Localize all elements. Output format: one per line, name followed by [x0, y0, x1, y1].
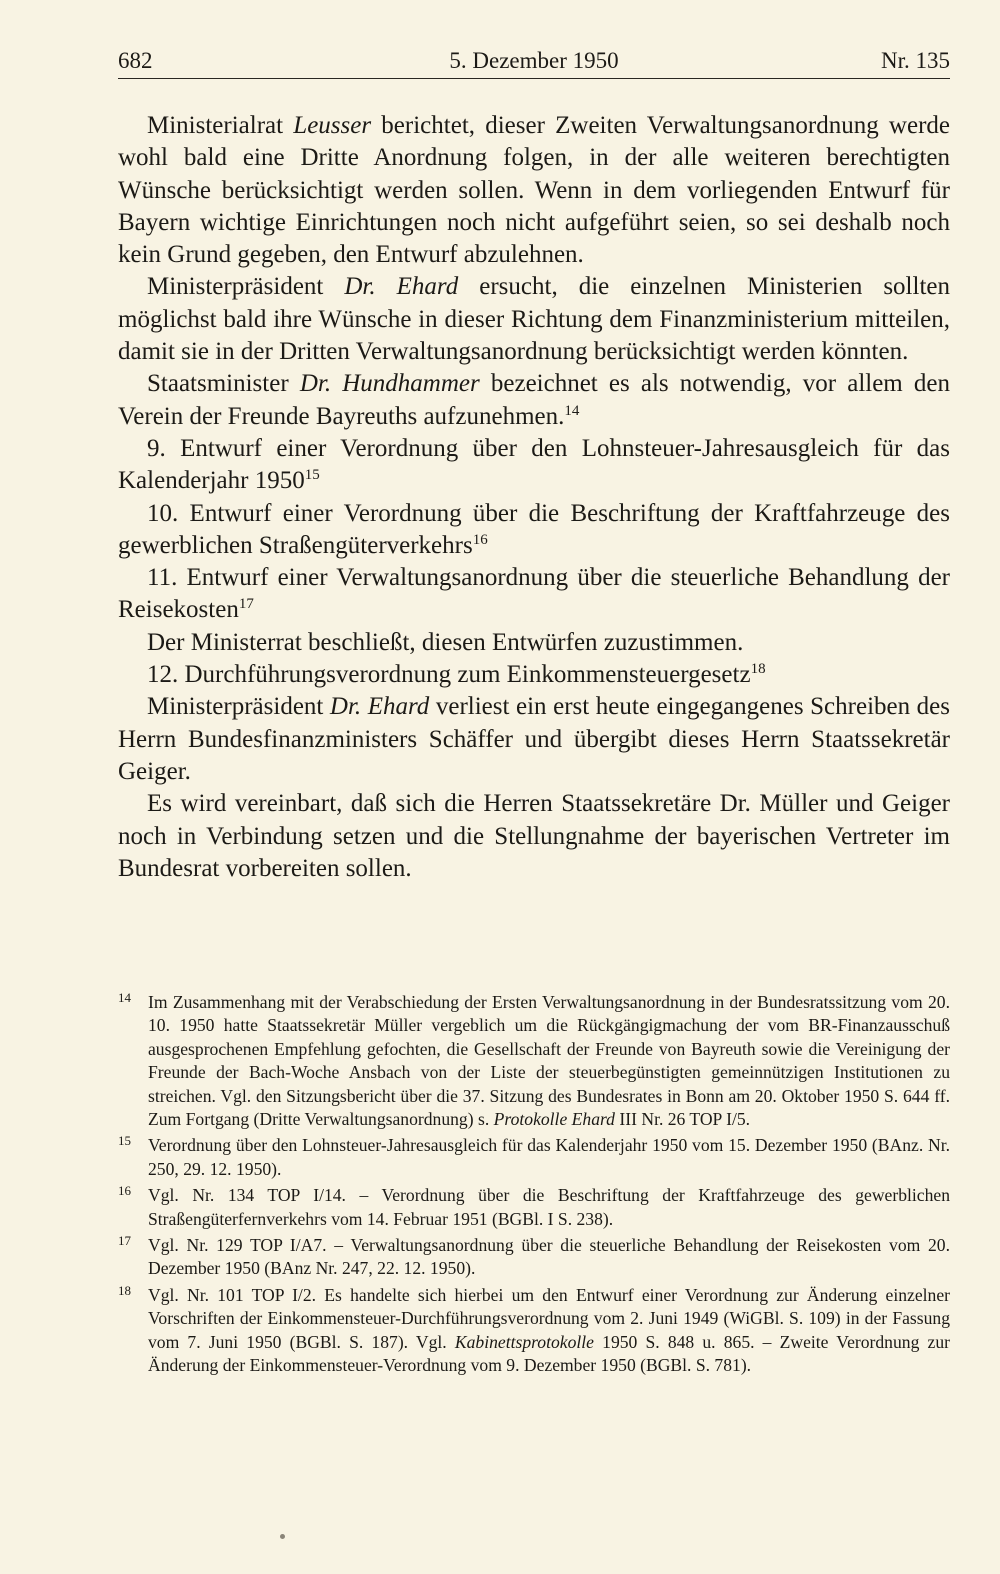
footnote: 18 Vgl. Nr. 101 TOP I/2. Es handelte sich hierbei um den Entwurf einer Verordnung zur Änderung einzelner Vorschriften der Einkommensteuer-Durchführungsverordnung vom 2. Juni 1949 (WiGBl. S. 109) in der Fassung vom 7. Juni 1950 (BGBl. S. 187). Vgl. Kabinettsprotokolle 1950 S. 848 u. 865. – Zweite Verordnung zur Änderung der Einkommensteuer-Verordnung vom 9. Dezember 1950 (BGBl. S. 781).: [118, 1284, 950, 1378]
footnotes: [118, 991, 950, 1381]
print-mark: [280, 1534, 285, 1539]
agenda-item: 11. Entwurf einer Verwaltungsanordnung über die steuerliche Behandlung der Reisekosten$^{17}$: [118, 564, 950, 624]
footnote: 14 Im Zusammenhang mit der Verabschiedung der Ersten Verwaltungsanordnung in der Bundesratssitzung vom 20. 10. 1950 hatte Staatssekretär Müller vergeblich um die Rückgängigmachung der vom BR-Finanzausschuß ausgesprochenen Empfehlung gefochten, die Gesellschaft der Freunde von Bayreuth sowie die Vereinigung der Freunde der Bach-Woche Ansbach von der Liste der steuerbegünstigten gemeinnützigen Institutionen zu streichen. Vgl. den Sitzungsbericht über die 37. Sitzung des Bundesrates in Bonn am 20. Oktober 1950 S. 644 ff. Zum Fortgang (Dritte Verwaltungsanordnung) s. Protokolle Ehard III Nr. 26 TOP I/5.: [118, 991, 950, 1131]
paragraph: Ministerpräsident Dr. Ehard ersucht, die einzelnen Ministerien sollten möglichst bald ihre Wünsche in dieser Richtung dem Finanzministerium mitteilen, damit sie in der Dritten Verwaltungsanordnung berücksichtigt werden könnten.: [118, 273, 950, 366]
footnote-number: 18: [118, 1282, 131, 1298]
agenda-item: 12. Durchführungsverordnung zum Einkommensteuergesetz$^{18}$: [147, 661, 766, 689]
paragraph: Ministerpräsident Dr. Ehard verliest ein erst heute eingegangenes Schreiben des Herrn Bundesfinanzministers Schäffer und übergibt dieses Herrn Staatssekretär Geiger.: [118, 693, 950, 785]
footnote-ref: 15: [304, 467, 320, 484]
footnote: 15 Verordnung über den Lohnsteuer-Jahresausgleich für das Kalenderjahr 1950 vom 15. Dezember 1950 (BAnz. Nr. 250, 29. 12. 1950).: [118, 1134, 950, 1181]
paragraph: Staatsminister Dr. Hundhammer bezeichnet es als notwendig, vor allem den Verein der Freunde Bayreuths aufzunehmen.$^{14}$: [118, 370, 951, 430]
header-issue-number: Nr. 135: [881, 48, 950, 73]
footnote-number: 16: [118, 1183, 131, 1199]
footnote: 16 Vgl. Nr. 134 TOP I/14. – Verordnung über die Beschriftung der Kraftfahrzeuge des gewerblichen Straßengüterfernverkehrs vom 14. Februar 1951 (BGBl. I S. 238).: [118, 1184, 950, 1231]
page-number: 682: [118, 48, 153, 73]
paragraph: Der Ministerrat beschließt, diesen Entwürfen zuzustimmen.: [147, 628, 744, 656]
footnote-ref: 16: [472, 531, 488, 548]
paragraph: Ministerialrat Leusser berichtet, dieser Zweiten Verwaltungsanordnung werde wohl bald eine Dritte Anordnung folgen, in der alle weiteren berechtigten Wünsche berücksichtigt werden sollen. Wenn in dem vorliegenden Entwurf für Bayern wichtige Einrichtungen noch nicht aufgeführt seien, so sei deshalb noch kein Grund gegeben, den Entwurf abzulehnen.: [118, 112, 950, 269]
footnote-number: 15: [118, 1133, 131, 1149]
paragraph: Es wird vereinbart, daß sich die Herren Staatssekretäre Dr. Müller und Geiger noch in Verbindung setzen und die Stellungnahme der bayerischen Vertreter im Bundesrat vorbereiten sollen.: [118, 790, 950, 882]
main-text: [118, 110, 950, 885]
agenda-item: 9. Entwurf einer Verordnung über den Lohnsteuer-Jahresausgleich für das Kalenderjahr 1950$^{15}$: [118, 434, 950, 495]
footnote-number: 14: [118, 990, 131, 1005]
footnote-ref: 17: [238, 596, 254, 613]
header-date: 5. Dezember 1950: [449, 48, 619, 73]
footnote-number: 17: [118, 1233, 131, 1249]
running-header: [118, 46, 950, 79]
footnote: 17 Vgl. Nr. 129 TOP I/A7. – Verwaltungsanordnung über die steuerliche Behandlung der Reisekosten vom 20. Dezember 1950 (BAnz Nr. 247, 22. 12. 1950).: [118, 1234, 950, 1281]
agenda-item: 10. Entwurf einer Verordnung über die Beschriftung der Kraftfahrzeuge des gewerblichen Straßengüterverkehrs$^{16}$: [118, 499, 950, 559]
footnote-ref: 14: [564, 402, 580, 419]
footnote-ref: 18: [750, 661, 766, 678]
